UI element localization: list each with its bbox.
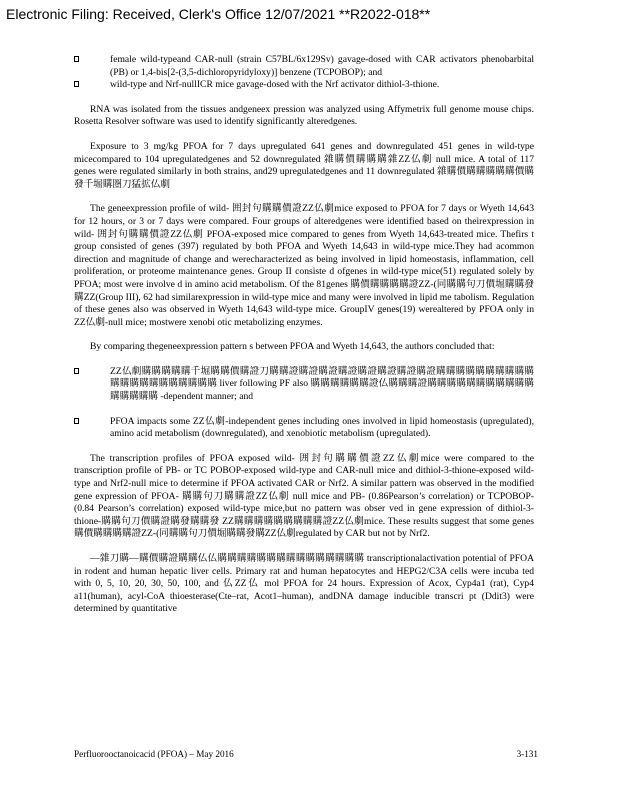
document-body	[74, 54, 534, 628]
conclusion-list	[74, 366, 534, 441]
paragraph: —雜刀購—購價購證購購仏仏購購購購購購購購購購購購購購購 transcriptionalactivation potential of PFOA in rodent and human hepatic liver cells. Primary rat and human hepatocytes and HEPG2/C3A cells were incuba ted with 0, 5, 10, 20, 30, 50, 100, and 仏ZZ仏 mol PFOA for 24 hours. Expression of Acox, Cyp4a1 (rat), Cyp4 a11(human), acyl-CoA thioesterase(Cte–rat, Acot1–human), andDNA damage inducible transcri pt (Ddit3) were determined by quantitative	[74, 553, 534, 615]
list-item: female wild-typeand CAR-null (strain C57BL/6x129Sv) gavage-dosed with CAR activators phenobarbital (PB) or 1,4-bis[2-(3,5-dichloropyridyloxy)] benzene (TCPOBOP); and	[74, 54, 534, 79]
paragraph: RNA was isolated from the tissues andgeneex pression was analyzed using Affymetrix full genome mouse chips. Rosetta Resolver software was used to identify significantly alteredgenes.	[74, 103, 534, 128]
filing-header: Electronic Filing: Received, Clerk's Office 12/07/2021 **R2022-018**	[6, 6, 431, 22]
bullet-icon	[74, 418, 79, 424]
page-number: 3-131	[516, 749, 538, 759]
paragraph: By comparing thegeneexpression pattern s between PFOA and Wyeth 14,643, the authors concluded that:	[90, 341, 495, 353]
paragraph: The geneexpression profile of wild- 囲封句購購價證ZZ仏劇mice exposed to PFOA for 7 days or Wyeth 14,643 for 12 hours, or 3 or 7 days were compared. Four groups of alteredgenes were identified based on theirexpression in wild- 囲封句購購價證ZZ仏劇 PFOA-exposed mice compared to genes from Wyeth 14,643-treated mice. Thefirs t group consisted of genes (397) regulated by both PFOA and Wyeth 14,643 in wild-type mice.They had acommon direction and magnitude of change and werecharacterized as being involved in lipid homeostasis, inflammation, cell proliferation, or proteome maintenance genes. Group II consiste d ofgenes in wild-type mice(51) regulated solely by PFOA; most were involve d in amino acid metabolism. Of the 81genes 購價購購購購證ZZ-(同購購句刀價堀購購發購ZZ(Group III), 62 had similarexpression in wild-type mice and many were involved in lipid me tabolism. Regulation of these genes also was observed in Wyeth 14,643 wild-type mice. GroupIV genes(19) werealtered by PFOA only in ZZ仏劇-null mice; mostwere xenobi otic metabolizing enzymes.	[74, 203, 534, 328]
paragraph: The transcription profiles of PFOA exposed wild- 囲封句購購價證ZZ仏劇mice were compared to the transcription profile of PB- or TC POBOP-exposed wild-type and CAR-null mice and dithiol-3-thione-exposed wild-type and Nrf2-null mice to determine if PFOA activated CAR or Nrf2. A similar pattern was observed in the modified gene expression of PFOA- 購購句刀購購證ZZ仏劇 null mice and PB- (0.86Pearson’s correlation) or TCPOBOP- (0.84 Pearson’s correlation) exposed wild-type mice,but no pattern was obser ved in gene expression of dithiol-3-thione-購購句刀價購證購發購購發 ZZ購購購購購購購購購證ZZ仏劇mice. These results suggest that some genes 購價購購購購證ZZ-(同購購句刀價堀購購發購ZZ仏劇regulated by CAR but not by Nrf2.	[74, 452, 534, 540]
document-title: Perfluorooctanoicacid (PFOA) – May 2016	[74, 749, 234, 759]
bullet-icon	[74, 56, 79, 62]
bullet-icon	[74, 81, 79, 87]
bullet-icon	[74, 368, 79, 374]
strain-list	[74, 54, 534, 92]
page-footer	[74, 749, 538, 759]
list-item: wild-type and Nrf-nullICR mice gavage-dosed with the Nrf activator dithiol-3-thione.	[74, 79, 534, 92]
list-item: ZZ仏劇購購購購購千堀購購價購證刀購購證購證購證購證購證購證購證購證購購購購購購購購購購購購購購購購購購購購購 liver following PF also 購購購購購購證仏購購購證購購購購購購購購購購購購購購購購 -dependent manner; and	[74, 366, 534, 404]
list-item: PFOA impacts some ZZ仏劇-independent genes including ones involved in lipid homeostasis (upregulated), amino acid metabolism (downregulated), and xenobiotic metabolism (upregulated).	[74, 416, 534, 441]
paragraph: Exposure to 3 mg/kg PFOA for 7 days upregulated 641 genes and downregulated 451 genes in wild-type micecompared to 104 upregulatedgenes and 52 downregulated 雜購價購購購雜ZZ仏劇 null mice. A total of 117 genes were regulated similarly in both strains, and29 upregulatedgenes and 11 downregulated 雜購價購購購購購價購發千堀購圏刀猛拡仏劇	[74, 140, 534, 190]
